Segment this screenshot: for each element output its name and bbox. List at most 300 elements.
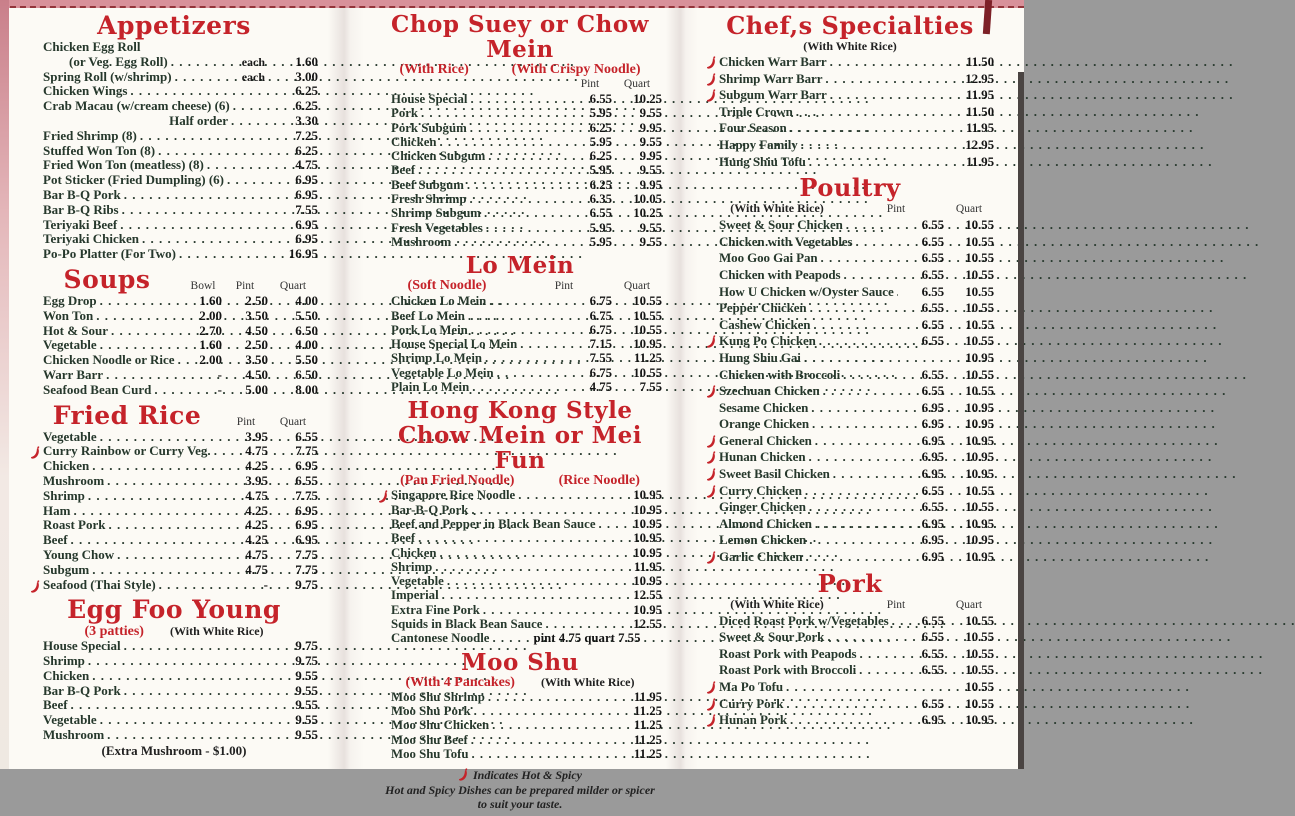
menu-item-row — [378, 149, 662, 163]
section-egg-foo-young — [30, 596, 318, 759]
item-name: Moo Shu Tofu — [391, 747, 469, 761]
section-subtitle-row — [378, 473, 662, 488]
item-name: Chicken Noodle or Rice — [43, 353, 175, 368]
item-price-single: 4.75 — [268, 158, 318, 173]
item-price-quart: 10.55 — [944, 629, 994, 646]
item-price-quart: 7.75 — [268, 489, 318, 504]
item-price-quart: 10.55 — [944, 367, 994, 384]
dot-leader — [140, 129, 265, 144]
item-price-pint: 5.95 — [568, 106, 612, 120]
dot-leader — [92, 669, 265, 684]
section-title: Poultry — [706, 174, 994, 201]
dot-leader — [812, 416, 897, 433]
menu-item-row — [378, 351, 662, 365]
menu-item-row — [30, 430, 318, 445]
column-left — [30, 12, 318, 763]
item-price-inline: pint 4.75 quart 7.55 — [533, 631, 640, 645]
item-price-single: 9.55 — [268, 698, 318, 713]
menu-item-row — [378, 488, 662, 502]
menu-item-row — [706, 483, 994, 500]
item-name: Moo Goo Gai Pan — [719, 250, 818, 267]
section-lo-mein — [378, 253, 662, 394]
item-price-pint: 6.75 — [568, 309, 612, 323]
menu-item-row — [706, 284, 994, 301]
dot-leader — [599, 517, 609, 531]
item-name: Extra Fine Pork — [391, 603, 480, 617]
item-name: Imperial — [391, 588, 439, 602]
dot-leader — [821, 250, 897, 267]
section-subtitle: (With White Rice) — [170, 624, 264, 639]
item-name: Chicken — [43, 459, 89, 474]
menu-item-row — [378, 631, 662, 645]
menu-item-row — [30, 533, 318, 548]
item-name: Chicken Subgum — [391, 149, 485, 163]
item-price-pint: 6.55 — [900, 267, 944, 284]
menu-item-row — [706, 250, 994, 267]
menu-item-row — [378, 294, 662, 308]
item-price-single: 6.25 — [268, 99, 318, 114]
menu-item-row — [378, 690, 662, 704]
item-price-pint: 5.95 — [568, 235, 612, 249]
chili-pepper-icon — [706, 485, 717, 498]
item-price-pint: 3.50 — [222, 309, 268, 324]
menu-item-row — [378, 163, 662, 177]
item-price-single: 3.30 — [268, 114, 318, 129]
item-price-quart: 10.55 — [612, 366, 662, 380]
dot-leader — [813, 317, 897, 334]
menu-item-row — [706, 333, 994, 350]
dot-leader — [805, 549, 897, 566]
section-subtitle: (With White Rice) — [730, 201, 824, 216]
item-name: Moo Shu Shrimp — [391, 690, 485, 704]
item-price-quart: 10.95 — [944, 712, 994, 729]
menu-item-row — [378, 704, 662, 718]
item-price-pint: 2.50 — [222, 294, 268, 309]
menu-item-row — [378, 309, 662, 323]
item-name: Cantonese Noodle — [391, 631, 489, 645]
menu-item-row — [706, 662, 994, 679]
item-price-pint: 4.25 — [224, 518, 268, 533]
item-name: Hunan Chicken — [719, 449, 805, 466]
section-pork — [706, 570, 994, 729]
item-name: Pepper Chicken — [719, 300, 807, 317]
item-price-pint: 4.75 — [224, 548, 268, 563]
item-name: Sesame Chicken — [719, 400, 808, 417]
chili-pepper-icon — [706, 56, 717, 69]
dot-leader — [92, 563, 221, 578]
hot-spicy-note-line — [378, 783, 662, 798]
item-name: Chicken Lo Mein — [391, 294, 486, 308]
menu-item-row — [378, 192, 662, 206]
item-price-pint: 4.75 — [224, 489, 268, 504]
dot-leader — [71, 698, 265, 713]
menu-item-row — [30, 474, 318, 489]
section-subtitle: (Rice Noodle) — [559, 473, 640, 488]
dot-leader — [833, 466, 897, 483]
section-subtitle: (Soft Noodle) — [408, 278, 487, 293]
item-name: Szechuan Chicken — [719, 383, 820, 400]
item-price-quart: 10.55 — [944, 234, 994, 251]
menu-item-row — [30, 188, 318, 203]
menu-item-row — [30, 173, 318, 188]
item-price-bowl: 1.60 — [184, 338, 222, 353]
item-price-pint: 7.55 — [568, 351, 612, 365]
subtitle-wrap — [706, 597, 848, 612]
dot-leader — [497, 366, 565, 380]
item-name: Four Season — [719, 120, 787, 137]
item-price-pint: 3.95 — [224, 474, 268, 489]
item-price-bowl: 1.60 — [184, 294, 222, 309]
dot-leader — [819, 333, 897, 350]
menu-item-row — [706, 499, 994, 516]
section-subtitle: (With 4 Pancakes) — [406, 675, 515, 690]
section-subtitle: (With White Rice) — [730, 597, 824, 612]
item-price-quart: 9.55 — [612, 221, 662, 235]
item-price-quart: 10.55 — [944, 613, 994, 630]
item-price-single: 10.95 — [612, 603, 662, 617]
dot-leader — [823, 383, 897, 400]
chili-pepper-icon — [706, 681, 717, 694]
price-column-label: Pint — [222, 279, 268, 294]
item-price-single: 11.95 — [944, 87, 994, 104]
dot-leader — [142, 232, 265, 247]
dot-leader — [815, 433, 897, 450]
hot-spicy-note-text: to suit your taste. — [478, 797, 563, 811]
item-price-single: 11.95 — [944, 120, 994, 137]
item-price-quart: 6.55 — [268, 430, 318, 445]
item-price-single: 6.95 — [268, 188, 318, 203]
menu-item-row — [30, 639, 318, 654]
item-price-quart: 4.00 — [268, 338, 318, 353]
item-price-quart: 6.50 — [268, 368, 318, 383]
dot-leader — [489, 294, 565, 308]
dot-leader — [484, 206, 565, 220]
item-name: Mushroom — [43, 728, 104, 743]
item-price-pint: 6.25 — [568, 149, 612, 163]
dot-leader — [801, 137, 941, 154]
dot-leader — [804, 350, 897, 367]
item-price-single: 9.55 — [268, 669, 318, 684]
item-name: Triple Crown — [719, 104, 793, 121]
item-price-pint: 6.55 — [900, 499, 944, 516]
dot-leader — [440, 135, 565, 149]
section-subtitle-row — [706, 201, 994, 217]
dot-leader — [470, 121, 565, 135]
column-right — [706, 12, 994, 733]
item-price-quart: 6.95 — [268, 533, 318, 548]
item-name: House Special Lo Mein — [391, 337, 517, 351]
price-column-label: Quart — [612, 77, 662, 92]
menu-item-row — [30, 353, 318, 368]
item-price-quart: 10.55 — [944, 250, 994, 267]
item-price-pint: 6.95 — [900, 549, 944, 566]
item-price-quart: 10.95 — [944, 549, 994, 566]
dot-leader — [92, 459, 221, 474]
menu-item-row — [30, 247, 318, 262]
dot-leader — [488, 690, 609, 704]
item-name: Vegetable — [391, 574, 444, 588]
dot-leader — [471, 733, 609, 747]
item-price-single: 9.75 — [268, 654, 318, 669]
menu-item-row — [30, 548, 318, 563]
item-name: Roast Pork with Peapods — [719, 646, 856, 663]
dot-leader — [154, 383, 181, 398]
item-name: Chicken Egg Roll — [43, 40, 141, 55]
menu-item-row — [30, 40, 318, 55]
item-price-quart: 10.95 — [944, 433, 994, 450]
item-price-pint: 6.55 — [900, 284, 944, 301]
item-name: Fresh Shrimp — [391, 192, 467, 206]
item-name: Sweet Basil Chicken — [719, 466, 830, 483]
dot-leader — [440, 546, 609, 560]
menu-item-row — [706, 383, 994, 400]
item-price-single: 6.95 — [268, 218, 318, 233]
item-name: Pot Sticker (Fried Dumpling) (6) — [43, 173, 224, 188]
item-price-quart: 10.55 — [944, 646, 994, 663]
menu-item-row — [706, 367, 994, 384]
chili-pepper-icon — [458, 768, 469, 781]
item-price-quart: 10.55 — [944, 284, 994, 301]
menu-item-row — [378, 574, 662, 588]
menu-item-row — [30, 324, 318, 339]
item-price-pint: 6.35 — [568, 192, 612, 206]
dot-leader — [485, 351, 565, 365]
dot-leader — [117, 548, 221, 563]
dot-leader — [846, 217, 897, 234]
menu-item-row — [30, 684, 318, 699]
section-title: Hong Kong Style — [378, 398, 662, 423]
item-price-quart: 11.25 — [612, 351, 662, 365]
chili-pepper-icon — [30, 446, 41, 459]
item-price-single: 9.75 — [268, 639, 318, 654]
section-subtitle: (With Rice) — [399, 62, 468, 77]
dot-leader — [227, 173, 265, 188]
chili-pepper-icon — [706, 385, 717, 398]
dot-leader — [471, 503, 609, 517]
item-price-single: 11.95 — [612, 690, 662, 704]
menu-item-row — [378, 135, 662, 149]
menu-item-row — [378, 503, 662, 517]
item-price-single: 12.55 — [612, 588, 662, 602]
item-name: Plain Lo Mein — [391, 380, 469, 394]
item-price-pint: 6.95 — [900, 400, 944, 417]
item-name: Sweet & Sour Pork — [719, 629, 824, 646]
item-name: Chicken with Vegetables — [719, 234, 853, 251]
dot-leader — [471, 323, 565, 337]
item-price-single: 9.55 — [268, 684, 318, 699]
menu-item-row — [30, 99, 318, 114]
menu-item-row — [378, 366, 662, 380]
item-price-quart: 9.55 — [612, 135, 662, 149]
dot-leader — [809, 154, 941, 171]
item-name: Hung Shiu Gai — [719, 350, 801, 367]
item-name: Squids in Black Bean Sauce — [391, 617, 542, 631]
dot-leader — [843, 367, 897, 384]
dot-leader — [122, 203, 265, 218]
section-subtitle: (With White Rice) — [541, 675, 635, 690]
item-price-pint: 6.75 — [568, 323, 612, 337]
section-title: Soups — [30, 266, 184, 294]
item-price-single: 12.95 — [944, 71, 994, 88]
menu-item-row — [378, 235, 662, 249]
item-price-quart: 10.55 — [944, 217, 994, 234]
price-column-label: Quart — [944, 202, 994, 217]
dot-leader — [518, 488, 609, 502]
price-column-label: Pint — [874, 598, 918, 613]
menu-item-row — [378, 733, 662, 747]
menu-item-row — [706, 300, 994, 317]
dot-leader — [474, 704, 609, 718]
price-unit-prefix: each — [242, 70, 265, 85]
item-name: Bar B-Q Pork — [43, 684, 121, 699]
item-name: Egg Drop — [43, 294, 97, 309]
item-price-pint: 2.50 — [222, 338, 268, 353]
item-price-pint: 7.15 — [568, 337, 612, 351]
item-name: Chicken Warr Barr — [719, 54, 827, 71]
dot-leader — [233, 99, 265, 114]
item-name: Moo Shu Chicken — [391, 718, 489, 732]
hot-spicy-note — [378, 768, 662, 812]
menu-item-row — [30, 518, 318, 533]
dot-leader — [468, 309, 565, 323]
menu-item-row — [706, 87, 994, 104]
item-price-pint: 6.55 — [900, 662, 944, 679]
dot-leader — [811, 400, 897, 417]
dot-leader — [859, 646, 897, 663]
dot-leader — [442, 588, 609, 602]
menu-item-row — [30, 713, 318, 728]
menu-item-row — [706, 679, 994, 696]
menu-item-row — [706, 154, 994, 171]
menu-item-row — [706, 137, 994, 154]
price-column-label: Pint — [568, 77, 612, 92]
menu-item-row — [30, 728, 318, 743]
menu-item-row — [706, 400, 994, 417]
section-title: Chef,s Specialties — [706, 12, 994, 39]
price-column-label: Pint — [542, 279, 586, 294]
item-price-quart: 6.95 — [268, 459, 318, 474]
menu-item-row — [706, 350, 994, 367]
item-price-pint: 4.50 — [222, 368, 268, 383]
item-name: Beef — [391, 163, 415, 177]
item-name: Hung Shiu Tofu — [719, 154, 806, 171]
dot-leader — [100, 430, 221, 445]
item-price-pint: 6.75 — [568, 294, 612, 308]
menu-item-row — [706, 234, 994, 251]
menu-item-row — [378, 588, 662, 602]
menu-item-row — [378, 517, 662, 531]
menu-item-row — [30, 55, 318, 70]
item-price-pint: 6.55 — [900, 234, 944, 251]
dot-leader — [96, 309, 181, 324]
item-price-pint: 6.55 — [900, 696, 944, 713]
price-column-label: Bowl — [184, 279, 222, 294]
section-hong-kong — [378, 398, 662, 645]
menu-item-row — [30, 218, 318, 233]
item-price-single: 10.95 — [612, 517, 662, 531]
menu-item-row — [706, 712, 994, 729]
dot-leader — [790, 120, 941, 137]
dot-leader — [107, 474, 221, 489]
item-price-quart: 9.55 — [612, 106, 662, 120]
item-price-quart: 10.55 — [944, 317, 994, 334]
item-price-single: 10.95 — [612, 574, 662, 588]
item-name: Spring Roll (w/shrimp) — [43, 70, 172, 85]
item-price-pint: 6.55 — [900, 217, 944, 234]
item-price-single: 11.95 — [944, 154, 994, 171]
dot-leader — [214, 444, 221, 459]
item-price-single: 16.95 — [268, 247, 318, 262]
item-name: House Special — [391, 92, 467, 106]
item-name: Curry Rainbow or Curry Veg. — [43, 444, 211, 459]
item-price-quart: 6.55 — [268, 474, 318, 489]
item-name: Vegetable — [43, 338, 97, 353]
dot-leader — [472, 380, 565, 394]
subtitle-wrap — [706, 201, 848, 216]
dot-leader — [488, 149, 565, 163]
item-name: Fresh Vegetables — [391, 221, 483, 235]
item-name: General Chicken — [719, 433, 812, 450]
column-middle — [378, 12, 662, 816]
item-name: Kung Po Chicken — [719, 333, 816, 350]
item-price-quart: 10.25 — [612, 92, 662, 106]
item-name: Teriyaki Chicken — [43, 232, 139, 247]
top-pink-border — [0, 0, 1024, 8]
section-subtitle: (With White Rice) — [803, 39, 897, 54]
menu-item-row — [706, 613, 994, 630]
menu-item-row — [706, 532, 994, 549]
section-title: Fried Rice — [30, 402, 224, 430]
menu-item-row — [30, 203, 318, 218]
item-price-quart: 10.55 — [944, 662, 994, 679]
item-name: Shrimp Warr Barr — [719, 71, 822, 88]
hot-spicy-note-text: Indicates Hot & Spicy — [473, 768, 582, 782]
section-subtitle-row — [378, 675, 662, 690]
dot-leader — [207, 158, 265, 173]
item-name: House Special — [43, 639, 121, 654]
item-name: Ham — [43, 504, 70, 519]
item-price-quart: 10.95 — [944, 532, 994, 549]
item-name: Moo Shu Pork — [391, 704, 471, 718]
item-price-quart: 9.55 — [612, 235, 662, 249]
dot-leader — [421, 106, 565, 120]
item-price-pint: 6.55 — [900, 383, 944, 400]
item-price-single: 10.95 — [612, 531, 662, 545]
item-price-pint: 3.50 — [222, 353, 268, 368]
item-price-pint: 4.75 — [224, 444, 268, 459]
item-name: Curry Pork — [719, 696, 783, 713]
item-price-single: 11.95 — [612, 560, 662, 574]
left-pink-border — [0, 0, 9, 769]
section-title-row — [30, 266, 318, 294]
menu-item-row — [30, 698, 318, 713]
section-title: Pork — [706, 570, 994, 597]
item-price-pint: 6.95 — [900, 516, 944, 533]
menu-item-row — [706, 104, 994, 121]
item-price-pint: 6.95 — [900, 433, 944, 450]
item-price-quart: 9.95 — [612, 149, 662, 163]
section-subtitle-row — [706, 597, 994, 613]
item-price-pint: 5.95 — [568, 221, 612, 235]
item-price-quart: 10.55 — [944, 483, 994, 500]
item-name: Chicken — [43, 669, 89, 684]
item-price-quart: 10.95 — [944, 516, 994, 533]
section-subtitle: (3 patties) — [84, 624, 144, 639]
item-name: Vegetable — [43, 430, 97, 445]
menu-item-row — [30, 84, 318, 99]
item-price-pint: 6.55 — [900, 250, 944, 267]
item-name: Sweet & Sour Chicken — [719, 217, 843, 234]
